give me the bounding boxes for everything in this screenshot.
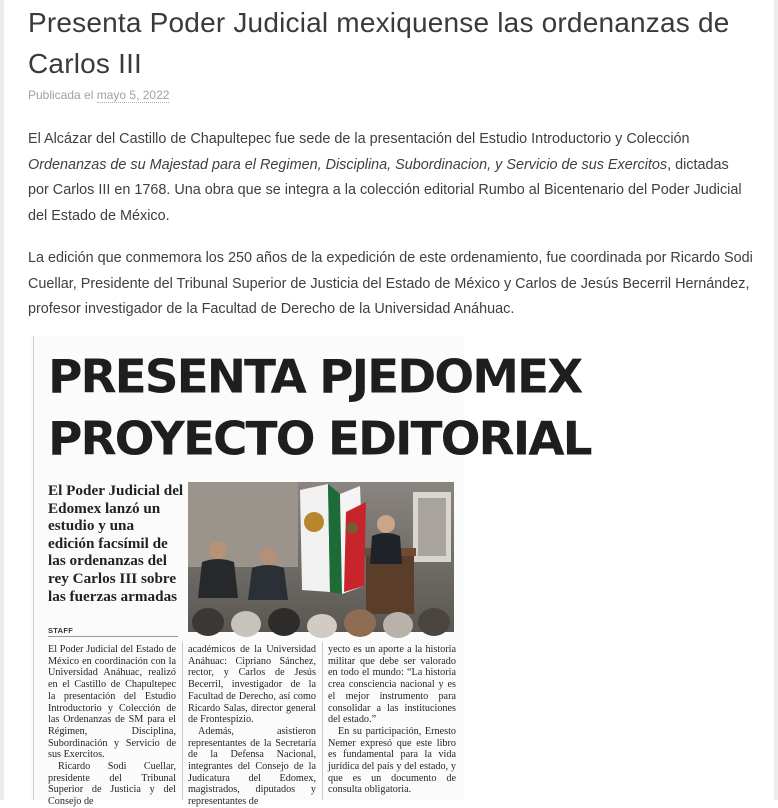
column-3-paragraph-1: yecto es un aporte a la historia militar que debe ser valorado en todo el mundo: “La historia crea consciencia nacional y es el mejor instrumento para consolidar a las instituciones del estado.”: [328, 644, 456, 726]
newspaper-clipping-image: [30, 336, 591, 808]
published-label: Publicada el: [28, 88, 94, 102]
event-photo-illustration: [188, 482, 454, 632]
book-title: Ordenanzas de su Majestad para el Regimen, Disciplina, Subordinacion, y Servicio de sus Exercitos: [28, 156, 668, 173]
clipping-column-1: [48, 644, 176, 808]
paragraph-1-text-end: , dictadas por Carlos III en 1768. Una obra que se integra a la colección editorial Rumbo al Bicentenario del Poder Judicial del Estado de México.: [28, 156, 742, 224]
clipping-column-2: [188, 644, 316, 808]
paragraph-1-text: El Alcázar del Castillo de Chapultepec fue sede de la presentación del Estudio Introductorio y Colección: [28, 131, 690, 147]
post-meta: [28, 88, 169, 102]
clipping-deck: El Poder Judicial del Edomex lanzó un estudio y una edición facsímil de las ordenanzas del rey Carlos III sobre las fuerzas armadas: [48, 482, 184, 605]
clipping-edge: [33, 336, 34, 800]
clipping-headline-line-1: PRESENTA PJEDOMEX: [48, 350, 582, 405]
clipping-byline: STAFF: [48, 626, 74, 635]
column-3-paragraph-2: En su participación, Ernesto Nemer expresó que este libro es fundamental para la vida jurídica del país y del estado, y que es un documento de consulta obligatoria.: [328, 725, 456, 796]
column-1-paragraph-1: El Poder Judicial del Estado de México en coordinación con la Universidad Anáhuac, realizó en el Castillo de Chapultepec la presentación del Estudio Introductorio y Colección de las Ordenanzas de SM para el Régimen, Disciplina, Subordinación y Servicio de sus Exercitos.: [48, 644, 176, 761]
column-1-paragraph-2: Ricardo Sodi Cuellar, presidente del Tribunal Superior de Justicia y del Consejo de: [48, 761, 176, 808]
clipping-headline-line-2: PROYECTO EDITORIAL: [48, 412, 591, 467]
column-divider: [182, 642, 183, 800]
post-title: Presenta Poder Judicial mexiquense las ordenanzas de Carlos III: [28, 7, 730, 79]
clipping-column-3: [328, 644, 456, 796]
published-date-link[interactable]: mayo 5, 2022: [96, 88, 170, 102]
paragraph-2: La edición que conmemora los 250 años de la expedición de este ordenamiento, fue coordinada por Ricardo Sodi Cuellar, Presidente del Tribunal Superior de Justicia del Estado de México y Carlos de Jesús Becerril Hernández, profesor investigador de la Facultad de Derecho de la Universidad Anáhuac.: [28, 250, 753, 317]
column-2-paragraph-1: académicos de la Universidad Anáhuac: Cipriano Sánchez, rector, y Carlos de Jesús Becerril, investigador de la Facultad de Derecho, así como Ricardo Salas, director general de Frontespizio.: [188, 644, 316, 726]
paragraph-1: [28, 127, 753, 229]
column-2-paragraph-2: Además, asistieron representantes de la Secretaría de la Defensa Nacional, integrantes del Consejo de la Judicatura del Edomex, magistrados, diputados y representantes de: [188, 725, 316, 808]
byline-rule: [48, 636, 178, 637]
column-divider: [322, 642, 323, 800]
event-photo: [188, 482, 454, 632]
